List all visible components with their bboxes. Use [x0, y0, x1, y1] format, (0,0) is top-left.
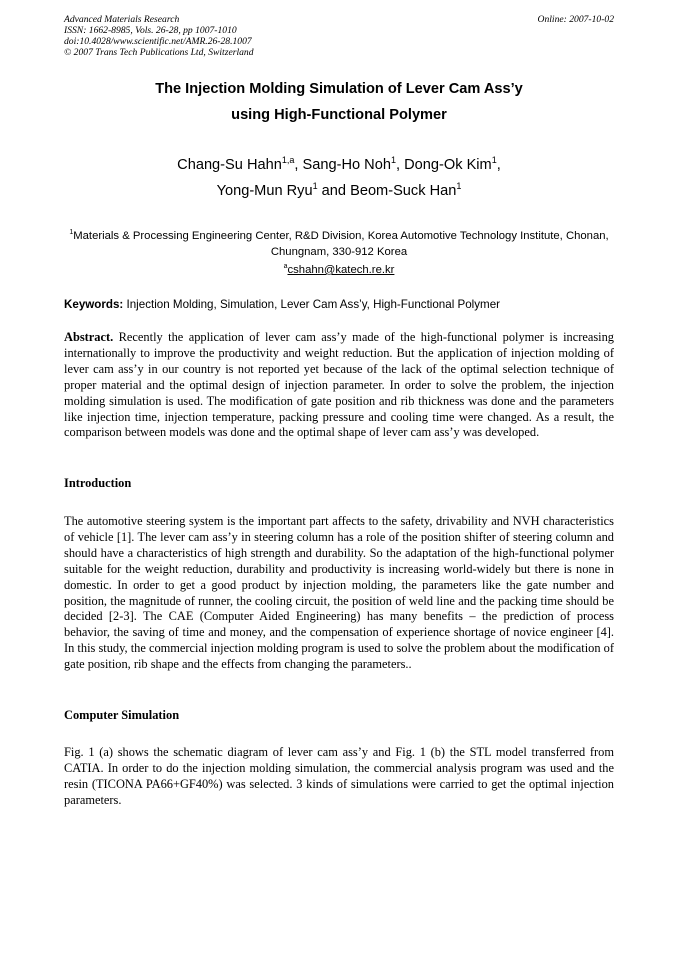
author-affil-mark: 1,a [281, 155, 295, 166]
author-separator: and [317, 183, 351, 199]
author-affil-mark: 1 [491, 155, 497, 166]
author-name: Sang-Ho Noh [302, 157, 391, 173]
title-line-2: using High-Functional Polymer [231, 107, 447, 123]
keywords-label: Keywords: [64, 298, 124, 311]
author-line-1 [40, 152, 638, 178]
keywords-text: Injection Molding, Simulation, Lever Cam Ass’y, High-Functional Polymer [123, 298, 501, 311]
author-affil-mark: 1 [456, 181, 462, 192]
author-separator: , [294, 157, 303, 173]
abstract [64, 330, 614, 441]
author-affil-mark: 1 [312, 181, 318, 192]
author-separator: , [396, 157, 405, 173]
author-name: Beom-Suck Han [350, 183, 457, 199]
author-affil-mark: 1 [390, 155, 397, 166]
author-list [40, 152, 638, 204]
author-separator: , [496, 157, 501, 173]
journal-name: Advanced Materials Research [64, 14, 180, 25]
affiliation-text: Materials & Processing Engineering Center, R&D Division, Korea Automotive Technology Institute, Chonan, Chungnam, 330-912 Korea [73, 230, 609, 258]
contact-email [40, 264, 638, 276]
doi-line: doi:10.4028/www.scientific.net/AMR.26-28.1007 [64, 36, 252, 47]
author-name: Yong-Mun Ryu [216, 183, 313, 199]
email-mark: a [283, 263, 288, 271]
issn-line: ISSN: 1662-8985, Vols. 26-28, pp 1007-1010 [64, 25, 237, 36]
title-line-1: The Injection Molding Simulation of Lever Cam Ass’y [155, 81, 523, 97]
author-line-2 [40, 178, 638, 204]
affiliation-mark: 1 [69, 229, 74, 237]
running-header [64, 14, 614, 58]
affiliation [60, 228, 618, 260]
computer-simulation-heading: Computer Simulation [64, 708, 180, 722]
author-name: Dong-Ok Kim [404, 157, 492, 173]
online-date: Online: 2007-10-02 [537, 14, 614, 25]
abstract-text: Recently the application of lever cam ass’y made of the high-functional polymer is increasing internationally to improve the productivity and weight reduction. But the application of injection molding of lever cam ass’y in our country is not reported yet because of the lack of the optimal selection technique of proper material and the optimal design of injection parameter. In order to solve the problem, the injection molding simulation is used. The modification of gate position and rib thickness was done and the parameters like injection time, injection temperature, packing pressure and cooling time were changed. As a result, the comparison between models was done and the optimal shape of lever cam ass’y was developed. [64, 330, 614, 440]
copyright-line: © 2007 Trans Tech Publications Ltd, Switzerland [64, 47, 254, 58]
introduction-paragraph: The automotive steering system is the important part affects to the safety, drivability and NVH characteristics of vehicle [1]. The lever cam ass’y in steering column has a role of the position shifter of steering column and should have a characteristics of high strength and durability. So the adaptation of the high-functional polymer suitable for the weight reduction, durability and productivity is increasing world-widely but there is none in domestic. In order to get a good product by injection molding, the parameters like the gate number and position, the magnitude of runner, the cooling circuit, the position of weld line and the packing time should be decided [2-3]. The CAE (Computer Aided Engineering) has many benefits – the prediction of process behavior, the saving of time and money, and the compensation of experience shortage of novice engineer [4]. In this study, the commercial injection molding program is used to solve the problem about the modification of gate position, rib shape and the effects from changing the parameters.. [64, 514, 614, 672]
author-name: Chang-Su Hahn [177, 157, 282, 173]
paper-title [40, 76, 638, 128]
keywords [64, 298, 614, 311]
computer-simulation-paragraph: Fig. 1 (a) shows the schematic diagram of lever cam ass’y and Fig. 1 (b) the STL model transferred from CATIA. In order to do the injection molding simulation, the commercial analysis program was used and the resin (TICONA PA66+GF40%) was selected. 3 kinds of simulations were carried to get the optimal injection parameters. [64, 745, 614, 807]
introduction-heading: Introduction [64, 476, 132, 490]
email-link[interactable]: cshahn@katech.re.kr [287, 264, 395, 276]
abstract-label: Abstract. [64, 330, 114, 344]
